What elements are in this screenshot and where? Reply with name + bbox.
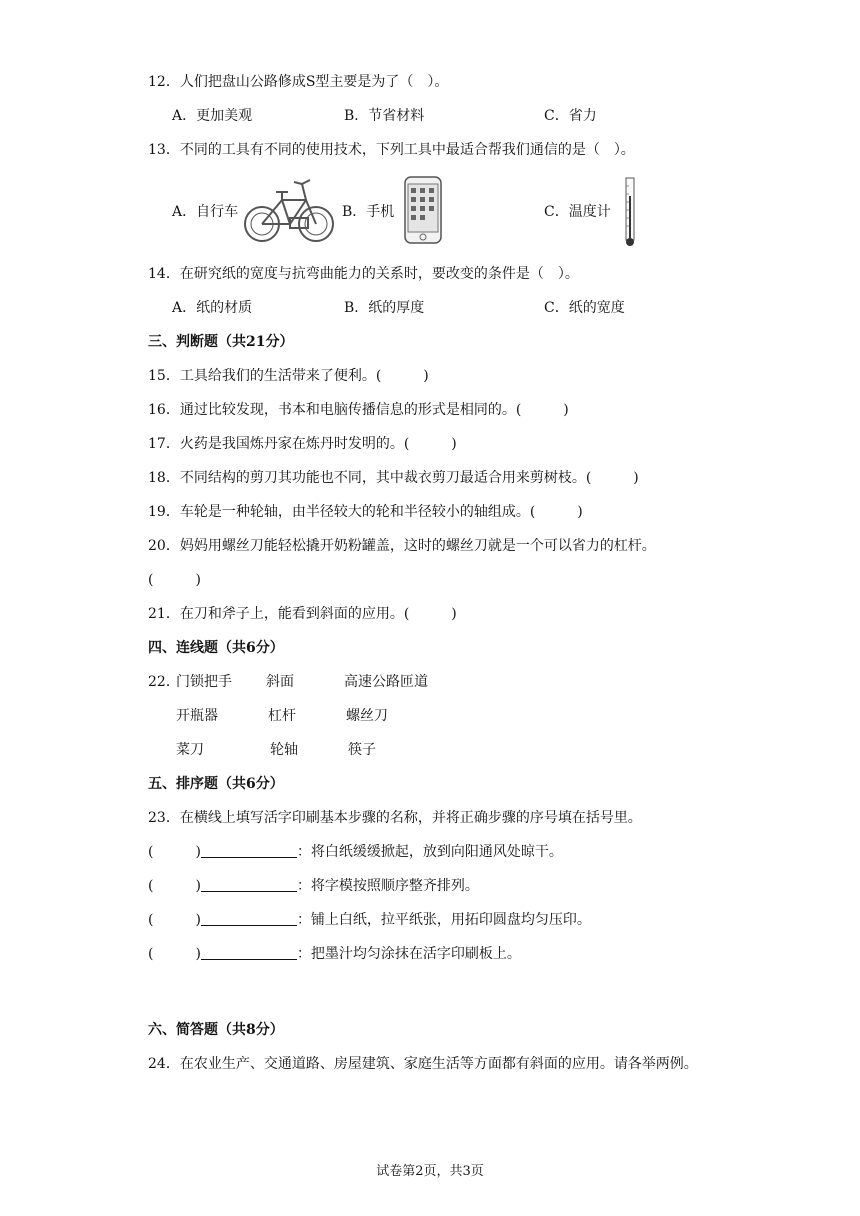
step-name-blank[interactable]	[201, 843, 297, 858]
q22-number: 22．	[148, 674, 180, 690]
section-3-heading: 三、判断题（共21分）	[148, 334, 294, 350]
q13-option-b: B．手机	[342, 204, 395, 220]
q14-stem: 14．在研究纸的宽度与抗弯曲能力的关系时，要改变的条件是（ ）。	[148, 266, 579, 282]
q13-stem: 13．不同的工具有不同的使用技术，下列工具中最适合帮我们通信的是（ ）。	[148, 142, 635, 158]
q24-stem: 24．在农业生产、交通道路、房屋建筑、家庭生活等方面都有斜面的应用。请各举两例。	[148, 1056, 698, 1072]
match-middle-item: 轮轴	[270, 742, 298, 758]
q23-stem: 23．在横线上填写活字印刷基本步骤的名称，并将正确步骤的序号填在括号里。	[148, 810, 642, 826]
step-name-blank[interactable]	[201, 945, 297, 960]
order-paren[interactable]: ( )	[148, 946, 201, 962]
step-row	[148, 944, 521, 964]
order-paren[interactable]: ( )	[148, 878, 201, 894]
step-description: ：把墨汁均匀涂抹在活字印刷板上。	[296, 946, 521, 962]
section-5-heading: 五、排序题（共6分）	[148, 776, 284, 792]
step-row	[148, 842, 563, 862]
q12-option-b: B．节省材料	[344, 108, 425, 124]
section-6-heading: 六、简答题（共8分）	[148, 1022, 284, 1038]
match-middle-item: 斜面	[266, 674, 294, 690]
q19-item: 19．车轮是一种轮轴，由半径较大的轮和半径较小的轴组成。( )	[148, 504, 583, 520]
step-row	[148, 910, 591, 930]
thermometer-icon	[622, 176, 638, 248]
q17-item: 17．火药是我国炼丹家在炼丹时发明的。( )	[148, 436, 457, 452]
q16-item: 16．通过比较发现，书本和电脑传播信息的形式是相同的。( )	[148, 402, 569, 418]
q12-stem: 12．人们把盘山公路修成S型主要是为了（ ）。	[148, 74, 449, 90]
q18-item: 18．不同结构的剪刀其功能也不同，其中裁衣剪刀最适合用来剪树枝。( )	[148, 470, 639, 486]
match-left-item: 开瓶器	[176, 708, 218, 724]
q15-item: 15．工具给我们的生活带来了便利。( )	[148, 368, 429, 384]
match-left-item: 门锁把手	[176, 674, 232, 690]
step-description: ：铺上白纸，拉平纸张，用拓印圆盘均匀压印。	[296, 912, 591, 928]
q20-answer-paren: ( )	[148, 572, 201, 588]
order-paren[interactable]: ( )	[148, 844, 201, 860]
match-right-item: 高速公路匝道	[344, 674, 428, 690]
step-name-blank[interactable]	[201, 877, 297, 892]
q21-item: 21．在刀和斧子上，能看到斜面的应用。( )	[148, 606, 457, 622]
bicycle-icon	[242, 174, 336, 246]
match-right-item: 筷子	[348, 742, 376, 758]
q14-option-b: B．纸的厚度	[344, 300, 425, 316]
mobile-phone-icon	[404, 176, 442, 244]
q14-option-a: A．纸的材质	[172, 300, 253, 316]
q13-option-a: A．自行车	[172, 204, 239, 220]
page-footer: 试卷第2页，共3页	[376, 1164, 484, 1179]
q12-option-c: C．省力	[544, 108, 597, 124]
match-right-item: 螺丝刀	[346, 708, 388, 724]
section-4-heading: 四、连线题（共6分）	[148, 640, 284, 656]
match-left-item: 菜刀	[176, 742, 204, 758]
q20-item: 20．妈妈用螺丝刀能轻松撬开奶粉罐盖，这时的螺丝刀就是一个可以省力的杠杆。	[148, 538, 656, 554]
match-middle-item: 杠杆	[268, 708, 296, 724]
step-name-blank[interactable]	[201, 911, 297, 926]
q13-option-c: C．温度计	[544, 204, 611, 220]
q12-option-a: A．更加美观	[172, 108, 253, 124]
q14-option-c: C．纸的宽度	[544, 300, 625, 316]
step-row	[148, 876, 479, 896]
order-paren[interactable]: ( )	[148, 912, 201, 928]
step-description: ：将字模按照顺序整齐排列。	[296, 878, 479, 894]
step-description: ：将白纸缓缓掀起，放到向阳通风处晾干。	[296, 844, 563, 860]
